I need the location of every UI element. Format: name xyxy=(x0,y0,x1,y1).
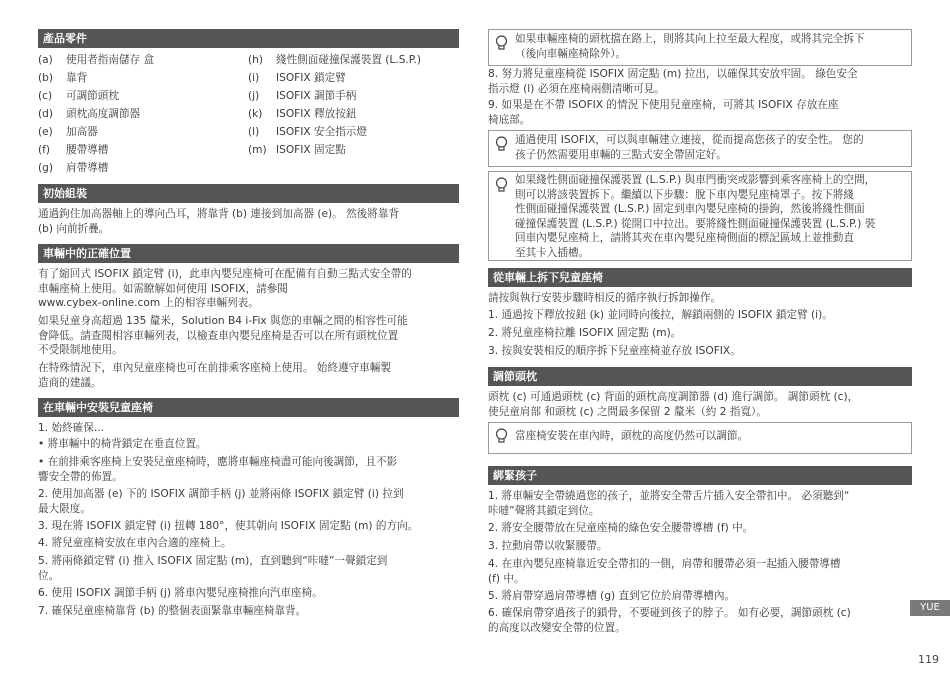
text-line: 性側面碰撞保護裝置 (L.S.P.) 固定到車內嬰兒座椅的掛鉤，然後將綫性側面 xyxy=(515,203,865,216)
step-line: 4. 將兒童座椅安放在車內合適的座椅上。 xyxy=(38,537,232,549)
text-line: 造商的建議。 xyxy=(38,376,102,389)
part-key: (h) xyxy=(248,54,263,66)
part-label: ISOFIX 鎖定臂 xyxy=(276,72,346,84)
text-line: 當座椅安裝在車內時，頭枕的高度仍然可以調節。 xyxy=(515,430,749,442)
step-line: 3. 現在將 ISOFIX 鎖定臂 (i) 扭轉 180°，使其朝向 ISOFIX 固定點 (m) 的方向。 xyxy=(38,520,419,532)
parts-header: 產品零件 xyxy=(38,29,459,48)
step-line: 4. 在車內嬰兒座椅靠近安全帶扣的一側，肩帶和腰帶必須一起插入腰帶導槽 xyxy=(488,558,841,570)
part-key: (a) xyxy=(38,54,53,66)
text-line: 不受限制地使用。 xyxy=(38,344,123,357)
part-label: 腰帶導槽 xyxy=(66,144,109,156)
step-line: 3. 拉動肩帶以收緊腰帶。 xyxy=(488,540,608,552)
part-label: ISOFIX 釋放按鈕 xyxy=(276,108,357,120)
language-tab: YUE xyxy=(910,600,950,616)
text-line: 碰撞保護裝置 (L.S.P.) 從開口中拉出。要將綫性側面碰撞保護裝置 (L.S.P.) 裝 xyxy=(515,217,876,230)
remove-header: 從車輛上拆下兒童座椅 xyxy=(488,268,912,287)
install-header: 在車輛中安裝兒童座椅 xyxy=(38,398,459,417)
part-label: 靠背 xyxy=(66,72,88,84)
step-line: 位。 xyxy=(38,569,60,582)
step-line: 2. 將安全腰帶放在兒童座椅的綠色安全腰帶導槽 (f) 中。 xyxy=(488,522,754,534)
part-label: 使用者指南儲存 盒 xyxy=(66,54,155,66)
text-line: 則可以將該裝置拆下。繼續以下步驟：脫下車內嬰兒座椅罩子。按下將綫 xyxy=(515,188,854,201)
text-line: 如果綫性側面碰撞保護裝置 (L.S.P.) 與車門衝突或影響到乘客座椅上的空間， xyxy=(515,174,876,186)
tip-box-lsp xyxy=(488,171,912,261)
step-line: 咔噠”聲將其鎖定到位。 xyxy=(488,504,600,517)
part-key: (g) xyxy=(38,162,53,174)
text-line: 如果車輛座椅的頭枕擋在路上，則將其向上拉至最大程度，或將其完全拆下 xyxy=(515,33,865,45)
part-key: (e) xyxy=(38,126,53,138)
text-line: （後向車輛座椅除外）。 xyxy=(515,47,627,60)
part-label: 可調節頭枕 xyxy=(66,90,119,102)
step-line: 5. 將兩條鎖定臂 (i) 推入 ISOFIX 固定點 (m)，直到聽到“咔噠”一聲鎖定到 xyxy=(38,555,388,567)
part-label: 綫性側面碰撞保護裝置 (L.S.P.) xyxy=(276,54,422,66)
part-label: ISOFIX 安全指示燈 xyxy=(276,126,367,138)
lightbulb-icon xyxy=(495,428,508,444)
text-line: 頭枕 (c) 可通過頭枕 (c) 背面的頭枕高度調節器 (d) 進行調節。 調節頭枕 (c)， xyxy=(488,391,859,403)
step-line: 椅底部。 xyxy=(488,113,531,126)
init-header: 初始組裝 xyxy=(38,184,459,203)
step-line: 指示燈 (l) 必須在座椅兩側清晰可見。 xyxy=(488,82,665,95)
part-key: (m) xyxy=(248,144,267,156)
step-line: 9. 如果是在不帶 ISOFIX 的情況下使用兒童座椅，可將其 ISOFIX 存放在座 xyxy=(488,99,839,111)
text-line: (b) 向前折疊。 xyxy=(38,222,110,235)
part-key: (b) xyxy=(38,72,53,84)
secure-header: 綁緊孩子 xyxy=(488,466,912,485)
part-label: ISOFIX 固定點 xyxy=(276,144,346,156)
step-line: 2. 使用加高器 (e) 下的 ISOFIX 調節手柄 (j) 並將兩條 ISOFIX 鎖定臂 (i) 拉到 xyxy=(38,488,404,500)
step-line: 的高度以改變安全帶的位置。 xyxy=(488,621,626,634)
step-line: 6. 使用 ISOFIX 調節手柄 (j) 將車內嬰兒座椅推向汽車座椅。 xyxy=(38,587,323,599)
step-line: 請按與執行安裝步驟時相反的循序執行拆卸操作。 xyxy=(488,292,722,304)
part-key: (c) xyxy=(38,90,53,102)
step-line: 3. 按與安裝相反的順序拆下兒童座椅並存放 ISOFIX。 xyxy=(488,345,741,357)
step-line: 1. 將車輛安全帶繞過您的孩子，並將安全帶舌片插入安全帶扣中。 必須聽到“ xyxy=(488,490,850,502)
step-line: 5. 將肩帶穿過肩帶導槽 (g) 直到它位於肩帶導槽內。 xyxy=(488,590,736,602)
text-line: 有了縮回式 ISOFIX 鎖定臂 (i)，此車內嬰兒座椅可在配備有自動三點式安全帶的 xyxy=(38,268,412,280)
part-label: 加高器 xyxy=(66,126,98,138)
lightbulb-icon xyxy=(495,177,508,193)
headrest-header: 調節頭枕 xyxy=(488,367,912,386)
step-line: 6. 確保肩帶穿過孩子的鎖骨，不要碰到孩子的脖子。 如有必要，調節頭枕 (c) xyxy=(488,607,851,619)
step-line: • 將車輛中的椅背鎖定在垂直位置。 xyxy=(38,438,207,450)
part-key: (j) xyxy=(248,90,260,102)
step-line: 8. 努力將兒童座椅從 ISOFIX 固定點 (m) 拉出，以確保其安放牢固。 綠色安全 xyxy=(488,68,858,80)
step-line: 2. 將兒童座椅拉離 ISOFIX 固定點 (m)。 xyxy=(488,327,682,339)
text-line: 至其卡入插槽。 xyxy=(515,247,590,259)
text-line: 如果兒童身高超過 135 釐米，Solution B4 i-Fix 與您的車輛之間的相容性可能 xyxy=(38,315,408,327)
step-line: 響安全帶的佈置。 xyxy=(38,470,123,483)
step-line: 1. 始終確保... xyxy=(38,422,104,434)
part-label: 肩帶導槽 xyxy=(66,162,109,174)
text-line: 回車內嬰兒座椅上，請將其夾在車內嬰兒座椅側面的標記區域上並推動直 xyxy=(515,232,854,245)
step-line: 1. 通過按下釋放按鈕 (k) 並同時向後拉，解鎖兩側的 ISOFIX 鎖定臂 (i)。 xyxy=(488,309,833,321)
step-line: 7. 確保兒童座椅靠背 (b) 的整個表面緊靠車輛座椅靠背。 xyxy=(38,605,307,617)
part-key: (d) xyxy=(38,108,53,120)
position-header: 車輛中的正確位置 xyxy=(38,244,459,263)
part-label: ISOFIX 調節手柄 xyxy=(276,90,357,102)
text-line: 在特殊情況下，車內兒童座椅也可在前排乘客座椅上使用。 始終遵守車輛製 xyxy=(38,362,391,374)
lightbulb-icon xyxy=(495,136,508,152)
tip-box-headrest xyxy=(488,29,912,66)
step-line: 最大限度。 xyxy=(38,502,91,515)
page-number: 119 xyxy=(918,653,939,666)
text-line: 車輛座椅上使用。如需瞭解如何使用 ISOFIX，請參閱 xyxy=(38,282,288,295)
part-key: (f) xyxy=(38,144,50,156)
part-key: (k) xyxy=(248,108,263,120)
step-line: (f) 中。 xyxy=(488,572,525,585)
part-label: 頭枕高度調節器 xyxy=(66,108,141,120)
part-key: (i) xyxy=(248,72,260,84)
part-key: (l) xyxy=(248,126,260,138)
text-line: 通過使用 ISOFIX，可以與車輛建立連接，從而提高您孩子的安全性。 您的 xyxy=(515,134,864,146)
text-line: 使兒童肩部 和頭枕 (c) 之間最多保留 2 釐米（約 2 指寬）。 xyxy=(488,405,767,418)
text-line: 會降低。請查閱相容車輛列表，以檢查車內嬰兒座椅是否可以在所有頭枕位置 xyxy=(38,329,399,342)
tip-box-headrest-adjust xyxy=(488,422,912,454)
lightbulb-icon xyxy=(495,35,508,51)
text-line: 孩子仍然需要用車輛的三點式安全帶固定好。 xyxy=(515,148,727,161)
text-line: www.cybex-online.com 上的相容車輛列表。 xyxy=(38,297,259,310)
tip-box-isofix xyxy=(488,130,912,167)
step-line: • 在前排乘客座椅上安裝兒童座椅時，應將車輛座椅盡可能向後調節，且不影 xyxy=(38,456,398,468)
text-line: 通過鉤住加高器軸上的導向凸耳，將靠背 (b) 連接到加高器 (e)。 然後將靠背 xyxy=(38,208,400,220)
